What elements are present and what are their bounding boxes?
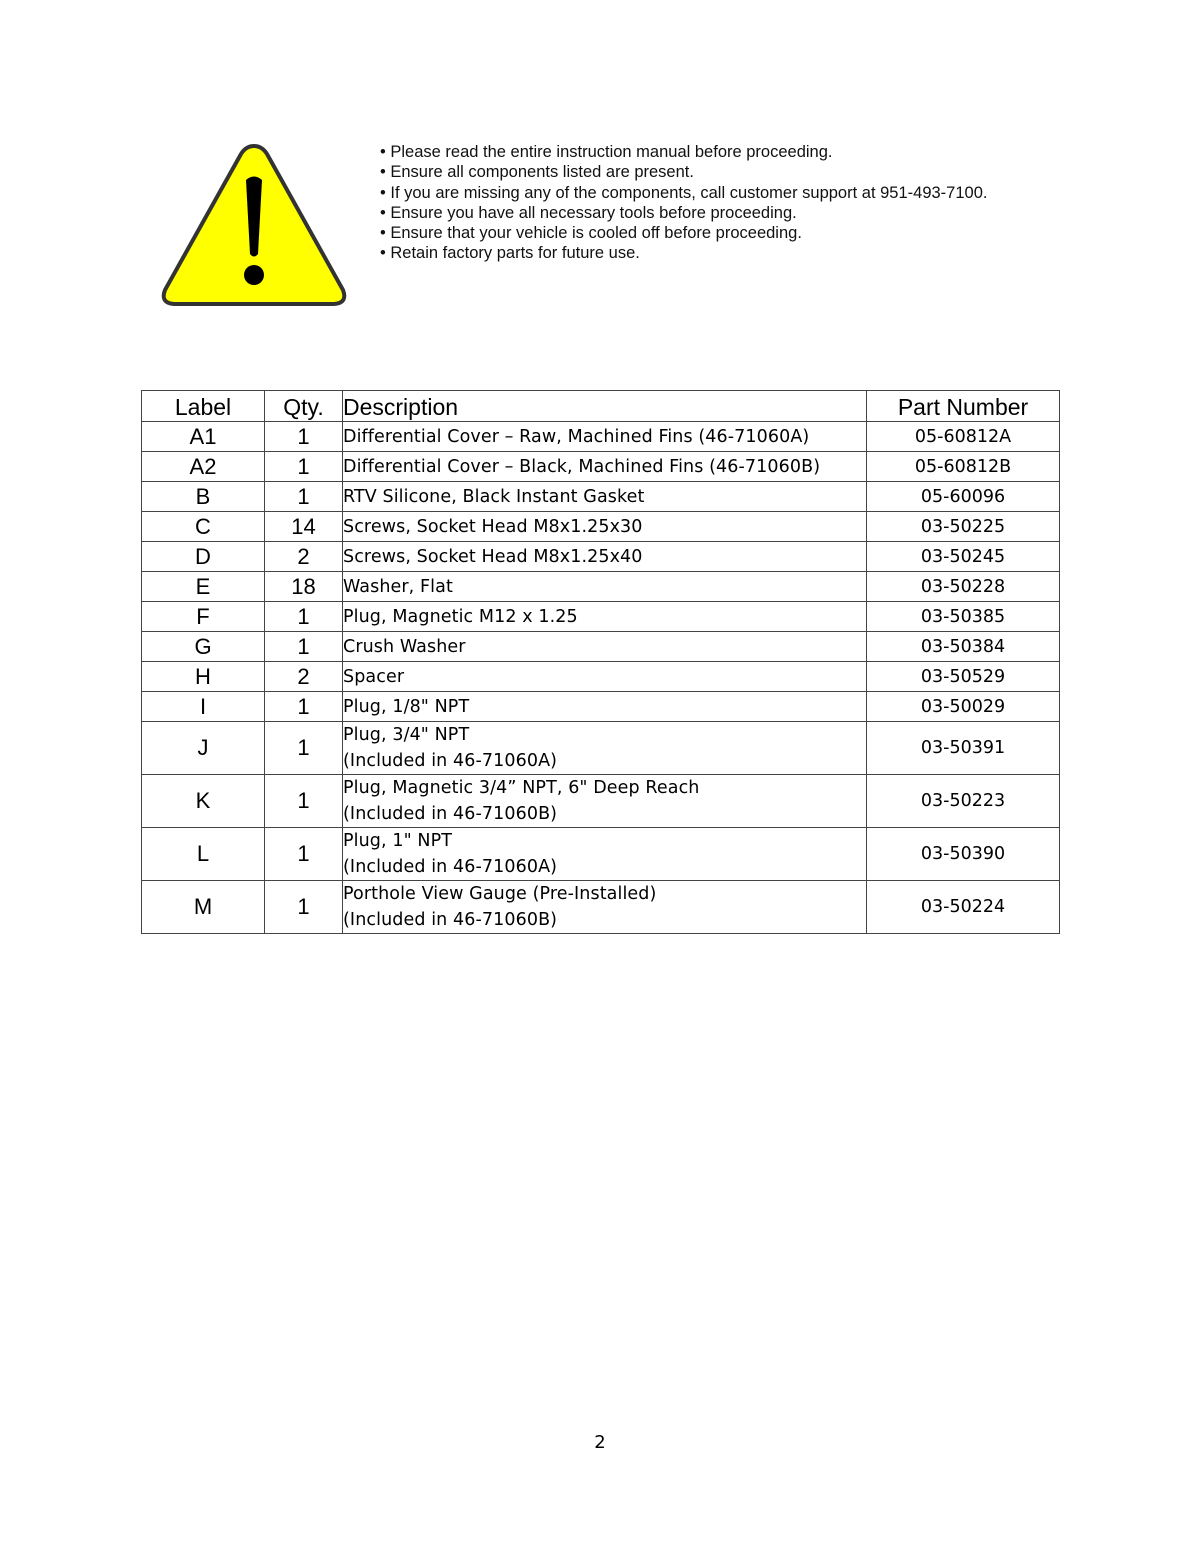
table-row <box>142 542 1060 572</box>
exclamation-dot <box>244 265 264 285</box>
description-line: Differential Cover – Raw, Machined Fins (46-71060A) <box>343 426 810 447</box>
description-line: Plug, Magnetic M12 x 1.25 <box>343 606 578 627</box>
cell-qty: 2 <box>265 662 343 692</box>
cell-description <box>343 722 867 775</box>
table-header-row <box>142 391 1060 422</box>
cell-part-number: 03-50224 <box>867 881 1060 934</box>
header-part-number: Part Number <box>867 391 1060 422</box>
cell-part-number: 05-60812B <box>867 452 1060 482</box>
cell-description <box>343 512 867 542</box>
description-line: Plug, 1" NPT <box>343 831 453 851</box>
description-line: Washer, Flat <box>343 576 453 597</box>
description-line: Crush Washer <box>343 636 466 657</box>
table-row <box>142 662 1060 692</box>
cell-label: G <box>142 632 265 662</box>
cell-description <box>343 482 867 512</box>
cell-qty: 1 <box>265 452 343 482</box>
table-row <box>142 775 1060 828</box>
cell-part-number: 03-50223 <box>867 775 1060 828</box>
cell-description <box>343 422 867 452</box>
cell-description <box>343 662 867 692</box>
description-line: Screws, Socket Head M8x1.25x30 <box>343 516 643 537</box>
cell-label: A1 <box>142 422 265 452</box>
table-row <box>142 512 1060 542</box>
table-row <box>142 452 1060 482</box>
description-line: (Included in 46-71060A) <box>343 857 558 877</box>
cell-label: J <box>142 722 265 775</box>
cell-part-number: 03-50529 <box>867 662 1060 692</box>
cell-description <box>343 452 867 482</box>
table-row <box>142 881 1060 934</box>
table-row <box>142 692 1060 722</box>
cell-qty: 1 <box>265 881 343 934</box>
cell-qty: 1 <box>265 632 343 662</box>
description-line: Plug, 1/8" NPT <box>343 696 470 717</box>
cell-qty: 1 <box>265 692 343 722</box>
instruction-item: • Ensure you have all necessary tools before proceeding. <box>380 203 987 223</box>
instruction-item: • Ensure that your vehicle is cooled off before proceeding. <box>380 223 987 243</box>
cell-label: L <box>142 828 265 881</box>
table-row <box>142 602 1060 632</box>
cell-label: A2 <box>142 452 265 482</box>
cell-description <box>343 775 867 828</box>
table-row <box>142 482 1060 512</box>
cell-qty: 18 <box>265 572 343 602</box>
header-qty: Qty. <box>265 391 343 422</box>
header-label: Label <box>142 391 265 422</box>
description-line: (Included in 46-71060B) <box>343 804 558 824</box>
cell-description <box>343 692 867 722</box>
cell-qty: 1 <box>265 482 343 512</box>
description-line: (Included in 46-71060A) <box>343 751 558 771</box>
cell-qty: 1 <box>265 422 343 452</box>
cell-part-number: 03-50390 <box>867 828 1060 881</box>
description-line: Differential Cover – Black, Machined Fins (46-71060B) <box>343 456 821 477</box>
description-line: Plug, Magnetic 3/4” NPT, 6" Deep Reach <box>343 778 700 798</box>
table-row <box>142 722 1060 775</box>
cell-description <box>343 602 867 632</box>
cell-part-number: 03-50391 <box>867 722 1060 775</box>
cell-qty: 1 <box>265 722 343 775</box>
cell-part-number: 05-60096 <box>867 482 1060 512</box>
cell-label: F <box>142 602 265 632</box>
table-row <box>142 572 1060 602</box>
cell-qty: 1 <box>265 775 343 828</box>
description-line: Plug, 3/4" NPT <box>343 725 470 745</box>
header-description: Description <box>343 391 867 422</box>
instruction-list <box>380 142 987 264</box>
cell-qty: 2 <box>265 542 343 572</box>
page-number: 2 <box>594 1432 606 1453</box>
cell-description <box>343 828 867 881</box>
cell-part-number: 03-50029 <box>867 692 1060 722</box>
instruction-item: • Retain factory parts for future use. <box>380 243 987 263</box>
cell-description <box>343 542 867 572</box>
description-line: RTV Silicone, Black Instant Gasket <box>343 486 645 507</box>
parts-table <box>141 390 1060 934</box>
instruction-item: • Ensure all components listed are present. <box>380 162 987 182</box>
cell-label: C <box>142 512 265 542</box>
cell-qty: 14 <box>265 512 343 542</box>
description-line: (Included in 46-71060B) <box>343 910 558 930</box>
cell-part-number: 03-50225 <box>867 512 1060 542</box>
table-row <box>142 422 1060 452</box>
instruction-item: • Please read the entire instruction manual before proceeding. <box>380 142 987 162</box>
table-row <box>142 828 1060 881</box>
cell-part-number: 03-50245 <box>867 542 1060 572</box>
table-row <box>142 632 1060 662</box>
cell-label: M <box>142 881 265 934</box>
cell-label: K <box>142 775 265 828</box>
cell-description <box>343 572 867 602</box>
cell-label: I <box>142 692 265 722</box>
parts-table-body <box>142 422 1060 934</box>
cell-description <box>343 881 867 934</box>
description-line: Screws, Socket Head M8x1.25x40 <box>343 546 643 567</box>
cell-part-number: 03-50228 <box>867 572 1060 602</box>
cell-part-number: 05-60812A <box>867 422 1060 452</box>
cell-qty: 1 <box>265 602 343 632</box>
cell-label: D <box>142 542 265 572</box>
description-line: Porthole View Gauge (Pre-Installed) <box>343 884 657 904</box>
description-line: Spacer <box>343 666 405 687</box>
warning-triangle-icon <box>158 140 350 310</box>
cell-description <box>343 632 867 662</box>
cell-part-number: 03-50384 <box>867 632 1060 662</box>
cell-qty: 1 <box>265 828 343 881</box>
cell-label: H <box>142 662 265 692</box>
cell-label: B <box>142 482 265 512</box>
cell-label: E <box>142 572 265 602</box>
cell-part-number: 03-50385 <box>867 602 1060 632</box>
instruction-item: • If you are missing any of the components, call customer support at 951-493-7100. <box>380 183 987 203</box>
